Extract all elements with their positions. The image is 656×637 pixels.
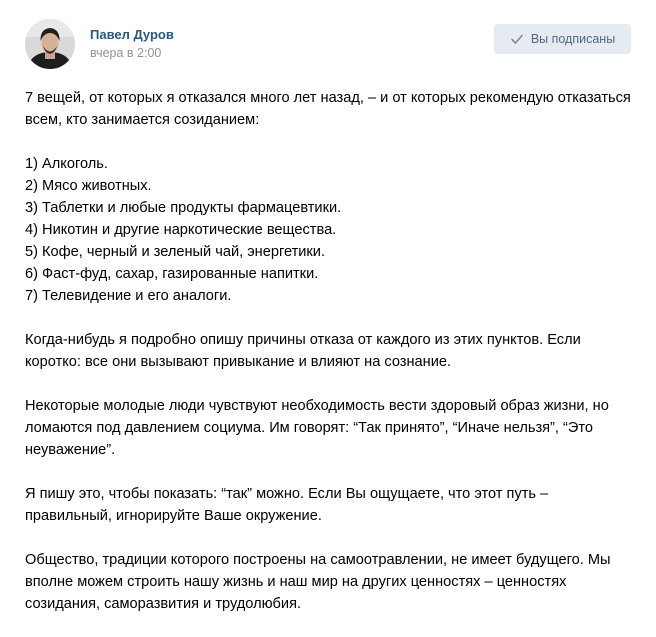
post-paragraph: Некоторые молодые люди чувствуют необходимость вести здоровый образ жизни, но ломаются под давлением социума. Им говорят: “Так принято”, “Иначе нельзя”, “Это неуважение”. xyxy=(25,398,609,458)
post-paragraph: Когда-нибудь я подробно опишу причины отказа от каждого из этих пунктов. Если коротко: все они вызывают привыкание и влияют на сознание. xyxy=(25,332,581,370)
post-paragraph: Общество, традиции которого построены на самоотравлении, не имеет будущего. Мы вполне можем строить нашу жизнь и наш мир на других ценностях – ценностях созидания, саморазвития и трудолюбия. xyxy=(25,552,611,612)
post-intro: 7 вещей, от которых я отказался много лет назад, – и от которых рекомендую отказаться всем, кто занимается созиданием: xyxy=(25,90,631,128)
post-paragraph: Я пишу это, чтобы показать: “так” можно. Если Вы ощущаете, что этот путь – правильный, игнорируйте Ваше окружение. xyxy=(25,486,549,524)
post-header xyxy=(0,0,656,86)
list-item: 5) Кофе, черный и зеленый чай, энергетики. xyxy=(25,244,326,260)
post-text xyxy=(25,87,635,637)
list-item: 6) Фаст-фуд, сахар, газированные напитки. xyxy=(25,266,319,282)
list-item: 3) Таблетки и любые продукты фармацевтики. xyxy=(25,200,342,216)
check-icon xyxy=(510,32,524,46)
subscribed-button[interactable] xyxy=(494,24,631,54)
subscribed-button-label: Вы подписаны xyxy=(530,32,616,46)
author-avatar[interactable] xyxy=(25,19,75,69)
author-name-link[interactable]: Павел Дуров xyxy=(90,27,174,42)
post-list xyxy=(25,153,635,307)
avatar-photo-icon xyxy=(25,19,75,69)
list-item: 2) Мясо животных. xyxy=(25,178,152,194)
list-item: 7) Телевидение и его аналоги. xyxy=(25,288,232,304)
list-item: 1) Алкоголь. xyxy=(25,156,108,172)
list-item: 4) Никотин и другие наркотические вещества. xyxy=(25,222,337,238)
post-timestamp-link[interactable]: вчера в 2:00 xyxy=(90,46,162,60)
